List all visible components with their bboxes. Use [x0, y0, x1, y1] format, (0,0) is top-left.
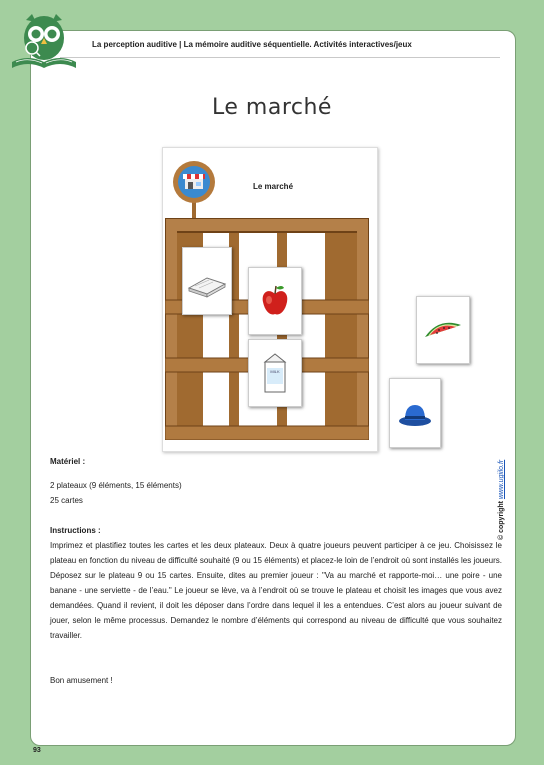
page-number: 93 [33, 747, 41, 754]
materiel-item: 25 cartes [50, 496, 83, 505]
hat-icon [390, 379, 440, 447]
header-divider [60, 57, 500, 58]
copyright-label: © copyright [498, 501, 505, 540]
book-icon [183, 248, 231, 314]
card-apple[interactable] [248, 267, 302, 335]
copyright-link[interactable]: www.ugiilo.fr [498, 459, 505, 500]
card-milk[interactable] [248, 339, 302, 407]
materiel-item: 2 plateaux (9 éléments, 15 éléments) [50, 481, 182, 490]
body-section [50, 454, 502, 688]
watermelon-icon [417, 297, 469, 363]
instructions-heading: Instructions : [50, 526, 101, 535]
milk-carton-icon [249, 340, 301, 406]
closing-text: Bon amusement ! [50, 676, 113, 685]
owl-book-logo-icon [8, 12, 80, 74]
market-stall-sign-icon [170, 160, 218, 222]
sheet-title: Le marché [253, 182, 294, 191]
milk-label: MILK [270, 369, 280, 374]
card-book[interactable] [182, 247, 232, 315]
instructions-paragraph: Imprimez et plastifiez toutes les cartes et les deux plateaux. Deux à quatre joueurs peuvent participer à ce jeu. Choisissez le plateau en fonction du niveau de difficulté souhaité (9 ou 15 éléments) et placez-le loin de l’endroit où sont installés les joueurs. Déposez sur le plateau 9 ou 15 cartes. Ensuite, dites au premier joueur : "Va au marché et rapporte-moi… une poire - une banane - une serviette - de l’eau." Le joueur se lève, va à l’endroit où se trouve le plateau et choisit les images que vous avez demandées. Quand il revient, il doit les déposer dans l’ordre dans lequel il les a entendues. C’est alors au joueur suivant de jouer, selon le même processus. Demandez le nombre d’éléments qui correspond au niveau de difficulté que vous souhaitez travailler. [50, 541, 502, 640]
card-watermelon[interactable] [416, 296, 470, 364]
page-title: Le marché [212, 95, 332, 120]
apple-icon [249, 268, 301, 334]
header-breadcrumb: La perception auditive | La mémoire auditive séquentielle. Activités interactives/jeux [92, 40, 412, 49]
materiel-heading: Matériel : [50, 457, 86, 466]
card-hat[interactable] [389, 378, 441, 448]
